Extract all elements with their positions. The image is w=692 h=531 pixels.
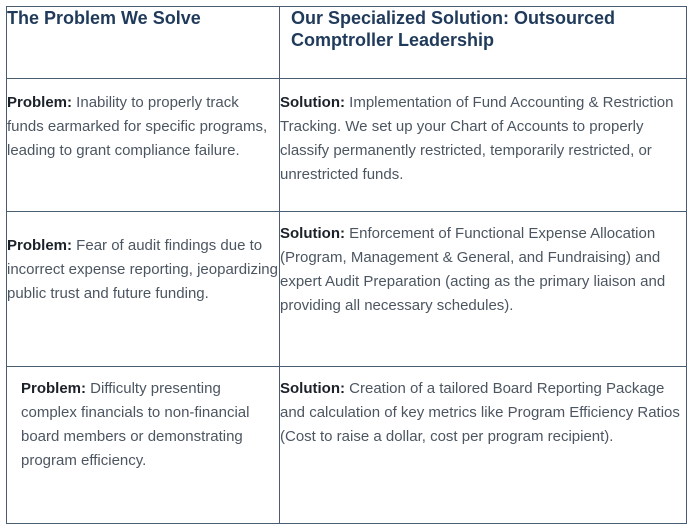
solution-cell [280, 212, 687, 367]
solution-column-header: Our Specialized Solution: Outsourced Comptroller Leadership [280, 7, 687, 79]
table-row [7, 212, 687, 367]
problem-cell [7, 212, 280, 367]
problem-text: Difficulty presenting complex financials to non-financial board members or demonstrating program efficiency. [21, 380, 250, 469]
solution-text: Enforcement of Functional Expense Allocation (Program, Management & General, and Fundraising) and expert Audit Preparation (acting as the primary liaison and providing all necessary schedules). [280, 225, 666, 314]
problem-text: Inability to properly track funds earmarked for specific programs, leading to grant compliance failure. [7, 94, 268, 159]
solution-text: Creation of a tailored Board Reporting Package and calculation of key metrics like Program Efficiency Ratios (Cost to raise a dollar, cost per program recipient). [280, 380, 680, 445]
table-row [7, 367, 687, 524]
problem-label: Problem: [21, 380, 87, 397]
problem-label: Problem: [7, 237, 73, 254]
problem-solution-table [6, 6, 687, 524]
solution-label: Solution: [280, 380, 345, 397]
solution-cell [280, 367, 687, 524]
problem-label: Problem: [7, 94, 73, 111]
solution-label: Solution: [280, 225, 345, 242]
solution-cell [280, 79, 687, 212]
solution-text: Implementation of Fund Accounting & Restriction Tracking. We set up your Chart of Accounts to properly classify permanently restricted, temporarily restricted, or unrestricted funds. [280, 94, 674, 183]
problem-column-header: The Problem We Solve [7, 7, 280, 79]
table-header-row [7, 7, 687, 79]
problem-cell [7, 79, 280, 212]
problem-text: Fear of audit findings due to incorrect expense reporting, jeopardizing public trust and future funding. [7, 237, 278, 302]
solution-label: Solution: [280, 94, 345, 111]
table-row [7, 79, 687, 212]
problem-cell [7, 367, 280, 524]
